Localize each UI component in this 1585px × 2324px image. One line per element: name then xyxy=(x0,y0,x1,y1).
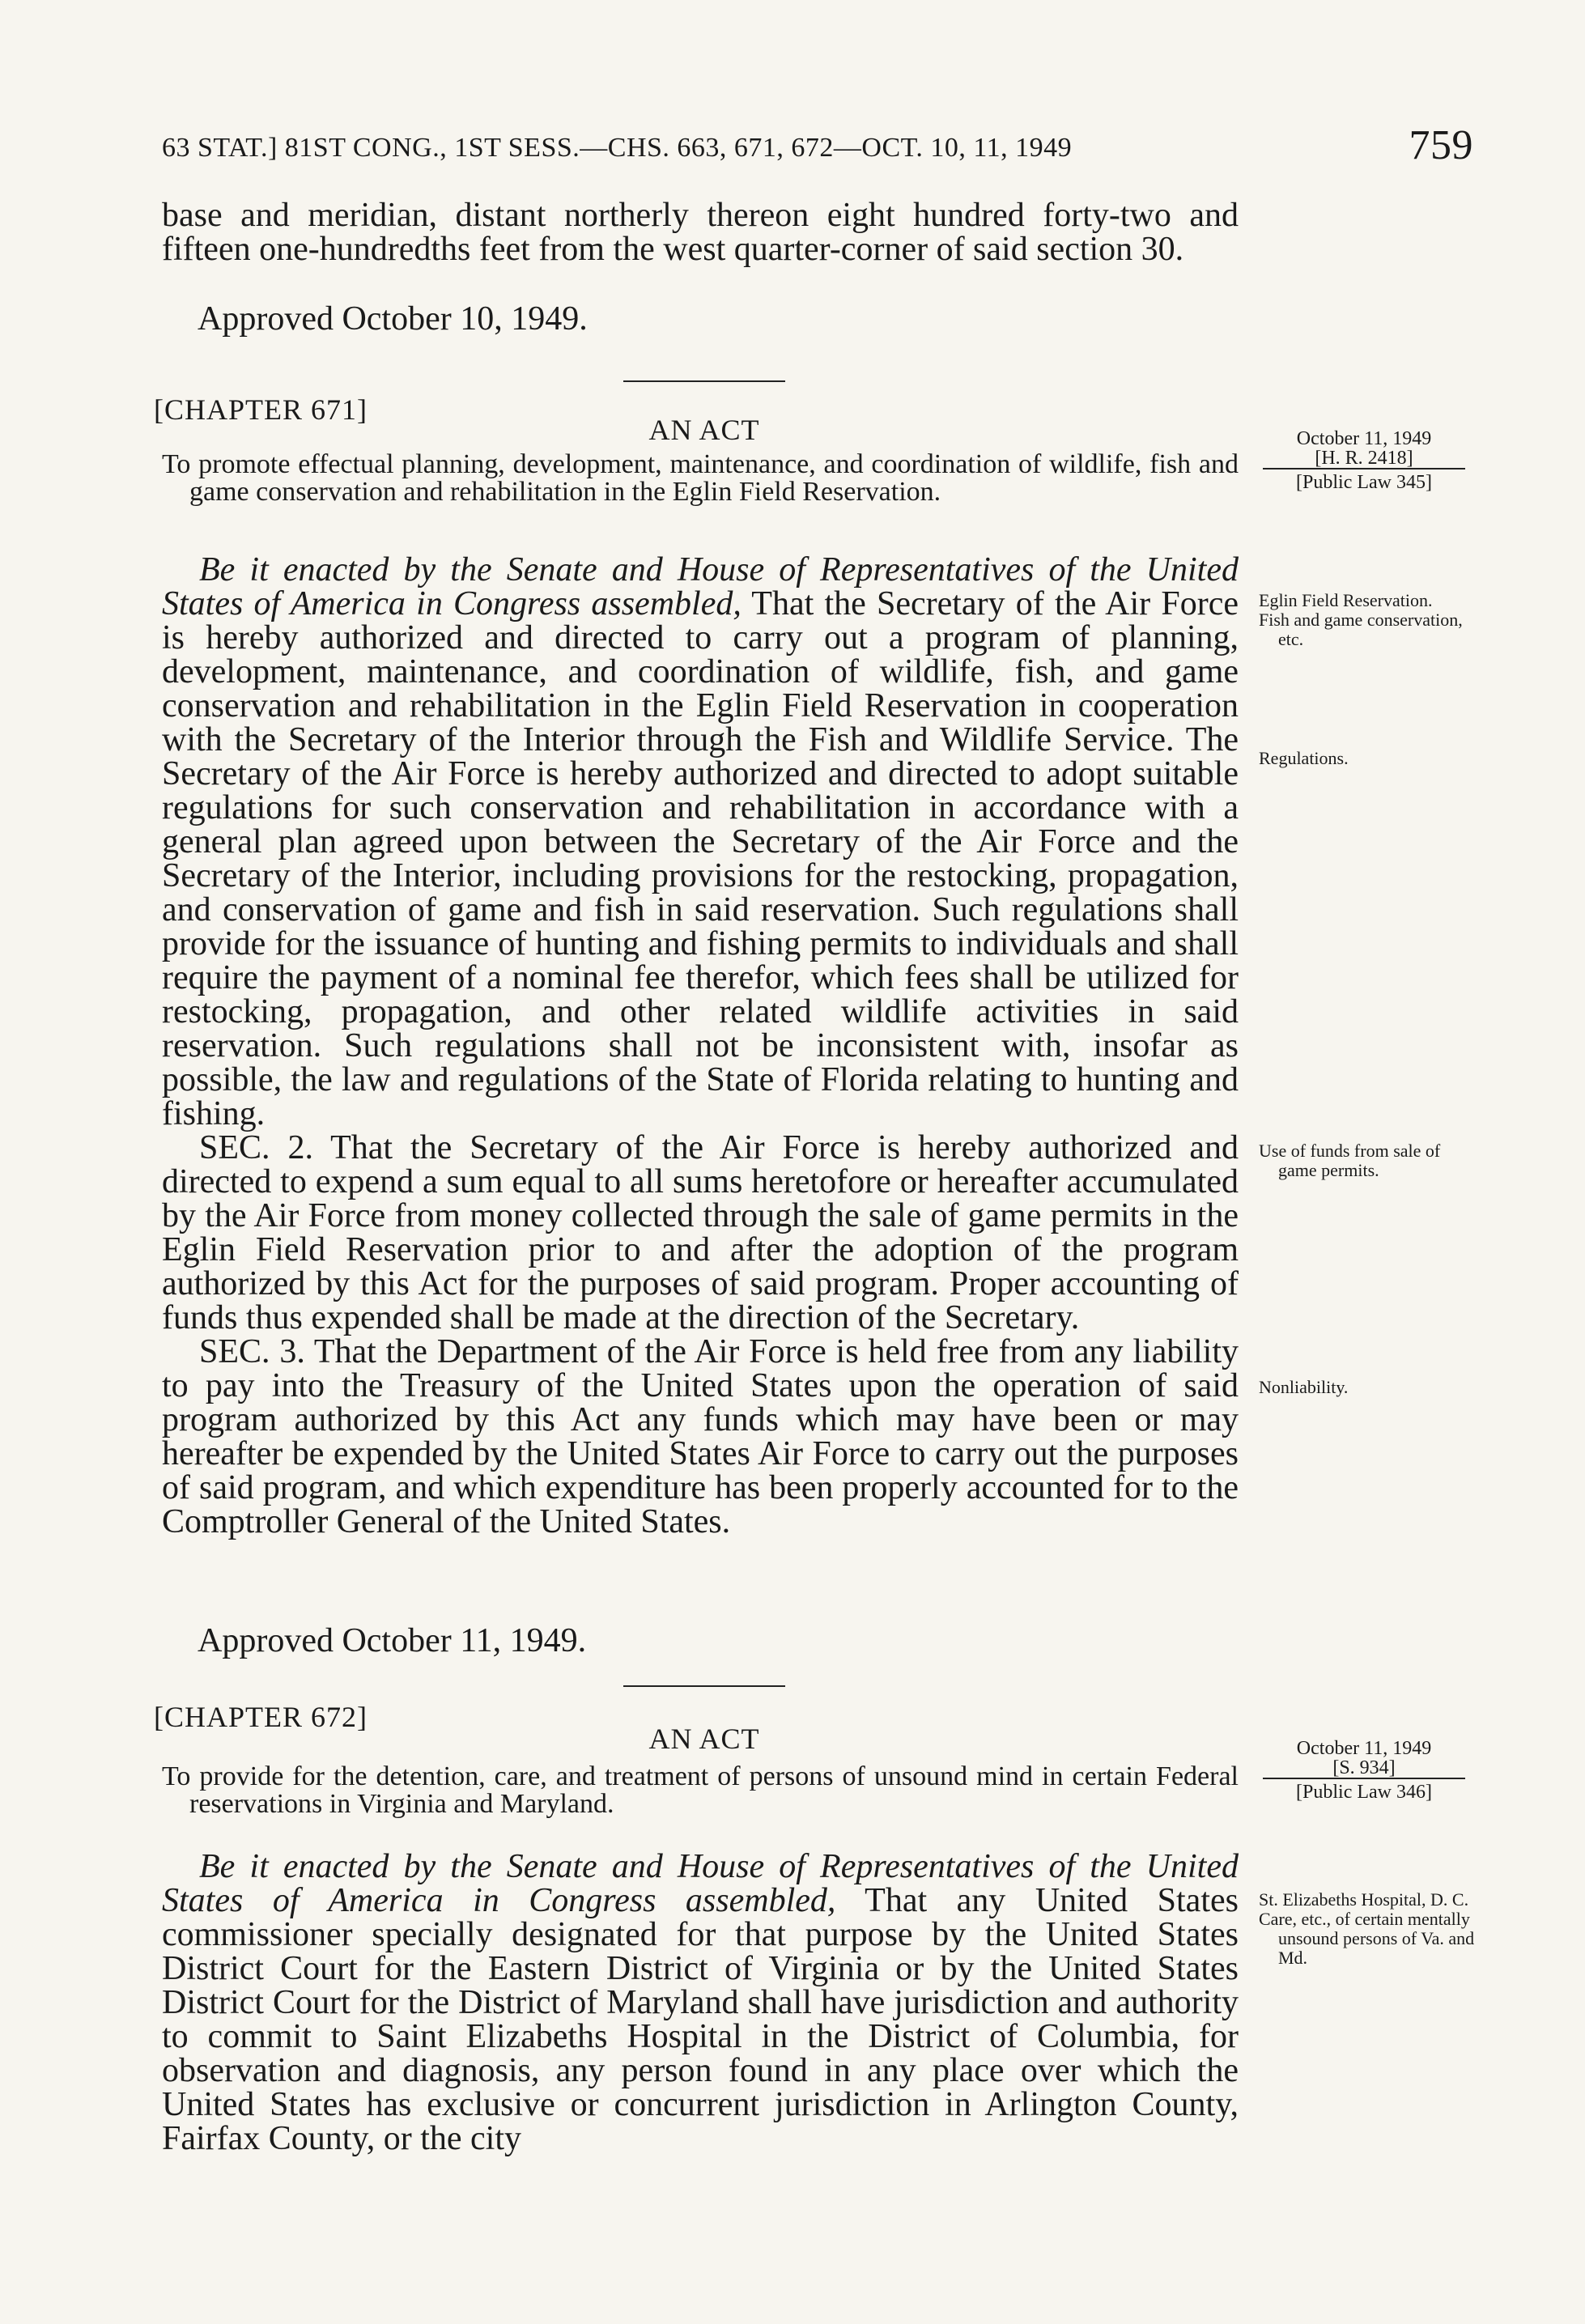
note-regulations: Regulations. xyxy=(1259,748,1349,768)
divider-2 xyxy=(623,1685,785,1687)
ch671-section-2: SEC. 2. That the Secretary of the Air Force is hereby authorized and directed to expend a sum equal to all sums heretofore or hereafter accumulated by the Air Force from money collected through the sale of game permits in the Eglin Field Reservation prior to and after the adoption of the program authorized by this Act for the purposes of said program. Proper accounting of funds thus expended shall be made at the direction of the Secretary. xyxy=(162,1129,1239,1336)
ch672-enacting-clause: Be it enacted by the Senate and House of Representatives of the United States of America in Congress assembled, xyxy=(162,1848,1239,1919)
ch671-act-heading: AN ACT xyxy=(648,414,760,446)
ch672-title: To provide for the detention, care, and treatment of persons of unsound mind in certain Federal reservations in Virginia and Maryland. xyxy=(162,1761,1239,1819)
ch672-bill: [S. 934] xyxy=(1263,1758,1465,1779)
ch671-enacting-clause: Be it enacted by the Senate and House of Representatives of the United States of America in Congress assembled, xyxy=(162,551,1239,622)
note-eglin: Eglin Field Reservation. Fish and game conservation, etc. xyxy=(1259,590,1463,649)
header-citation: 63 STAT.] 81ST CONG., 1ST SESS.—CHS. 663, 671, 672—OCT. 10, 11, 1949 xyxy=(162,133,1073,163)
approved-ch671: Approved October 11, 1949. xyxy=(198,1622,587,1659)
chapter-672-heading: [CHAPTER 672] xyxy=(154,1701,368,1733)
opening-paragraph: base and meridian, distant northerly thereon eight hundred forty-two and fifteen one-hundredths feet from the west quarter-corner of said section 30. xyxy=(162,197,1239,268)
ch671-section-1: Be it enacted by the Senate and House of Representatives of the United States of America in Congress assembled, That the Secretary of the Air Force is hereby authorized and directed to carry out a program of planning, development, maintenance, and coordination of wildlife, fish, and game conservation and rehabilitation in the Eglin Field Reservation in cooperation with the Secretary of the Interior through the Fish and Wildlife Service. The Secretary of the Air Force is hereby authorized and directed to adopt suitable regulations for such conservation and rehabilitation in accordance with a general plan agreed upon between the Secretary of the Air Force and the Secretary of the Interior, including provisions for the restocking, propagation, and conservation of game and fish in said reservation. Such regulations shall provide for the issuance of hunting and fishing permits to individuals and shall require the payment of a nominal fee therefor, which fees shall be utilized for restocking, propagation, and other related wildlife activities in said reservation. Such regulations shall not be inconsistent with, insofar as possible, the law and regulations of the State of Florida relating to hunting and fishing. xyxy=(162,551,1239,1132)
ch671-body xyxy=(162,553,1239,1539)
ch671-meta xyxy=(1263,429,1465,492)
ch671-title: To promote effectual planning, development, maintenance, and coordination of wildlife, fish and game conservation and rehabilitation in the Eglin Field Reservation. xyxy=(162,449,1239,507)
divider-1 xyxy=(623,380,785,382)
ch671-public-law: [Public Law 345] xyxy=(1296,472,1432,493)
page-number: 759 xyxy=(1409,122,1473,168)
ch672-meta xyxy=(1263,1739,1465,1802)
note-nonliability: Nonliability. xyxy=(1259,1377,1349,1397)
ch671-section-3: SEC. 3. That the Department of the Air Force is held free from any liability to pay into the Treasury of the United States upon the operation of said program authorized by this Act any funds which may have been or may hereafter be expended by the United States Air Force to carry out the purposes of said program, and which expenditure has been properly accounted for to the Comptroller General of the United States. xyxy=(162,1333,1239,1540)
ch672-body xyxy=(162,1850,1239,2156)
ch672-act-heading: AN ACT xyxy=(648,1723,760,1755)
ch672-section-1: Be it enacted by the Senate and House of Representatives of the United States of America in Congress assembled, That any United States commissioner specially designated for that purpose by the United States District Court for the Eastern District of Virginia or by the United States District Court for the District of Maryland shall have jurisdiction and authority to commit to Saint Elizabeths Hospital in the District of Columbia, for observation and diagnosis, any person found in any place over which the United States has exclusive or concurrent jurisdiction in Arlington County, Fairfax County, or the city xyxy=(162,1848,1239,2157)
ch671-date: October 11, 1949 xyxy=(1296,428,1432,449)
note-use-of-funds: Use of funds from sale of game permits. xyxy=(1259,1141,1441,1180)
ch672-date: October 11, 1949 xyxy=(1296,1738,1432,1759)
ch672-public-law: [Public Law 346] xyxy=(1296,1782,1432,1803)
ch671-bill: [H. R. 2418] xyxy=(1263,448,1465,469)
note-st-elizabeths: St. Elizabeths Hospital, D. C. Care, etc., of certain mentally unsound persons of Va. and Md. xyxy=(1259,1889,1475,1968)
chapter-671-heading: [CHAPTER 671] xyxy=(154,393,368,426)
approved-ch663: Approved October 10, 1949. xyxy=(198,300,588,338)
